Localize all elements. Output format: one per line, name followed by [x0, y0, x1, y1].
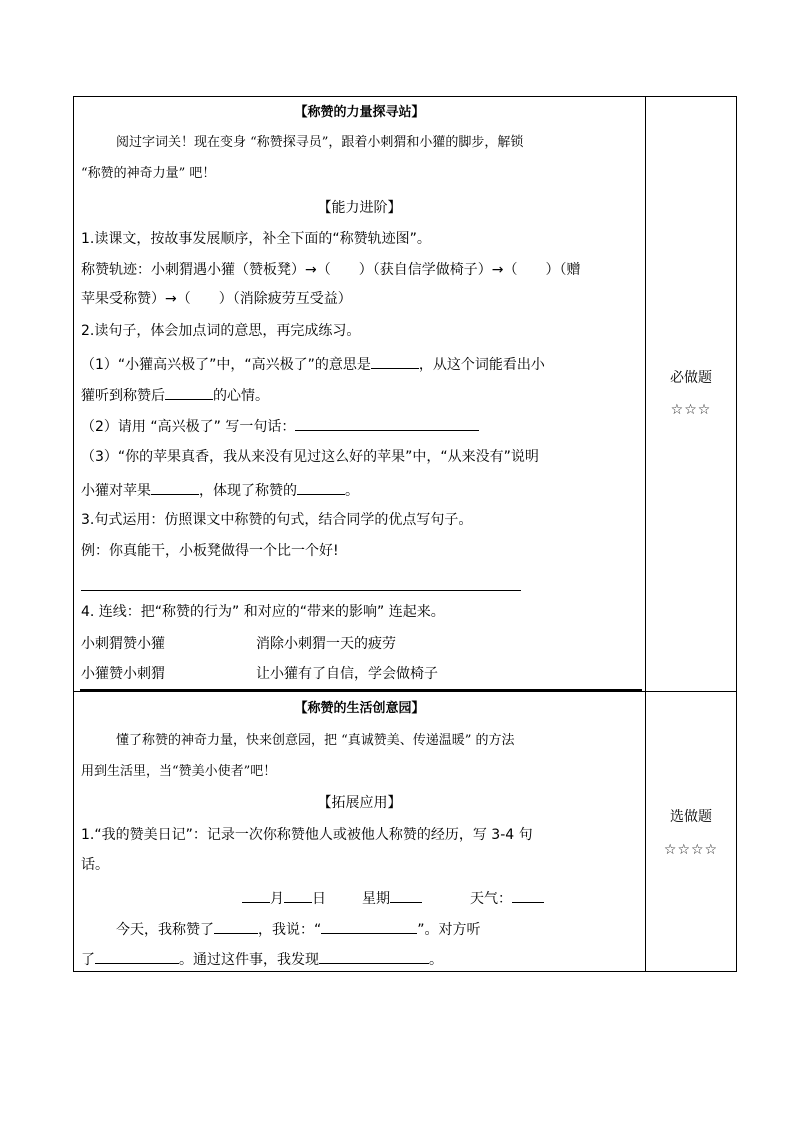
- answer-blank[interactable]: [151, 479, 199, 495]
- difficulty-stars: ☆☆☆☆: [663, 842, 719, 858]
- q2-part3-line2: 小獾对苹果 ，体现了称赞的 。: [81, 479, 359, 501]
- answer-blank[interactable]: [214, 918, 258, 934]
- section2-intro-line1: 懂了称赞的神奇力量，快来创意园，把 “真诚赞美、传递温暖” 的方法: [116, 733, 515, 748]
- section1-intro-line1: 阅过字词关！现在变身 “称赞探寻员”，跟着小刺猬和小獾的脚步，解锁: [116, 135, 524, 150]
- answer-blank[interactable]: [319, 948, 429, 964]
- diary-prompt-line1: 1.“我的赞美日记”：记录一次你称赞他人或被他人称赞的经历，写 3-4 句: [81, 827, 533, 843]
- section1-intro-line2: “称赞的神奇力量” 吧！: [81, 166, 216, 181]
- answer-blank[interactable]: [95, 948, 179, 964]
- difficulty-stars: ☆☆☆: [670, 402, 712, 418]
- q3-answer-line[interactable]: [81, 590, 521, 591]
- section1-subtitle: 【能力进阶】: [317, 200, 402, 216]
- q2-part3-line1: （3）“你的苹果真香，我从来没有见过这么好的苹果”中，“从来没有”说明: [81, 449, 539, 465]
- q2-part2: （2）请用 “高兴极了” 写一句话：: [81, 415, 479, 437]
- q4-left-item[interactable]: 小獾赞小刺猬: [81, 666, 165, 682]
- answer-blank[interactable]: [295, 415, 479, 431]
- q4-right-item[interactable]: 让小獾有了自信，学会做椅子: [256, 666, 438, 682]
- q1-track-line2: 苹果受称赞）→（ ）（消除疲劳互受益）: [81, 291, 352, 307]
- month-blank[interactable]: [242, 887, 270, 903]
- diary-date-line: 月 日 星期 天气：: [242, 887, 544, 909]
- answer-blank[interactable]: [321, 918, 417, 934]
- q3-example: 例：你真能干，小板凳做得一个比一个好!: [81, 543, 339, 559]
- q1-track-line1: 称赞轨迹：小刺猬遇小獾（赞板凳）→（ ）（获自信学做椅子）→（ ）（赠: [81, 262, 581, 278]
- section1-title: 【称赞的力量探寻站】: [294, 105, 425, 120]
- section2-subtitle: 【拓展应用】: [317, 795, 402, 811]
- answer-blank[interactable]: [165, 384, 213, 400]
- required-label: 必做题: [670, 370, 712, 386]
- q1-prompt: 1.读课文，按故事发展顺序，补全下面的“称赞轨迹图”。: [81, 231, 431, 247]
- answer-blank[interactable]: [371, 353, 419, 369]
- q4-prompt: 4. 连线：把“称赞的行为” 和对应的“带来的影响” 连起来。: [81, 604, 445, 620]
- optional-label: 选做题: [670, 809, 712, 825]
- diary-line1: 今天，我称赞了 ，我说：“ ”。对方听: [116, 918, 481, 940]
- diary-prompt-line2: 话。: [81, 857, 109, 873]
- diary-line2: 了 。通过这件事，我发现 。: [81, 948, 443, 970]
- q4-right-item[interactable]: 消除小刺猬一天的疲劳: [256, 636, 396, 652]
- weather-blank[interactable]: [512, 887, 544, 903]
- q2-part1-line1: （1）“小獾高兴极了”中，“高兴极了”的意思是 ，从这个词能看出小: [81, 353, 545, 375]
- day-blank[interactable]: [284, 887, 312, 903]
- section2-intro-line2: 用到生活里，当“赞美小使者”吧！: [81, 764, 277, 779]
- q3-prompt: 3.句式运用：仿照课文中称赞的句式，结合同学的优点写句子。: [81, 512, 473, 528]
- section-bottom-rule: [80, 689, 642, 691]
- q4-left-item[interactable]: 小刺猬赞小獾: [81, 636, 165, 652]
- section2-title: 【称赞的生活创意园】: [294, 701, 425, 716]
- q2-part1-line2: 獾听到称赞后 的心情。: [81, 384, 269, 406]
- answer-blank[interactable]: [297, 479, 345, 495]
- row-divider: [74, 691, 736, 692]
- weekday-blank[interactable]: [390, 887, 422, 903]
- q2-prompt: 2.读句子，体会加点词的意思，再完成练习。: [81, 323, 361, 339]
- worksheet-table: [73, 96, 737, 972]
